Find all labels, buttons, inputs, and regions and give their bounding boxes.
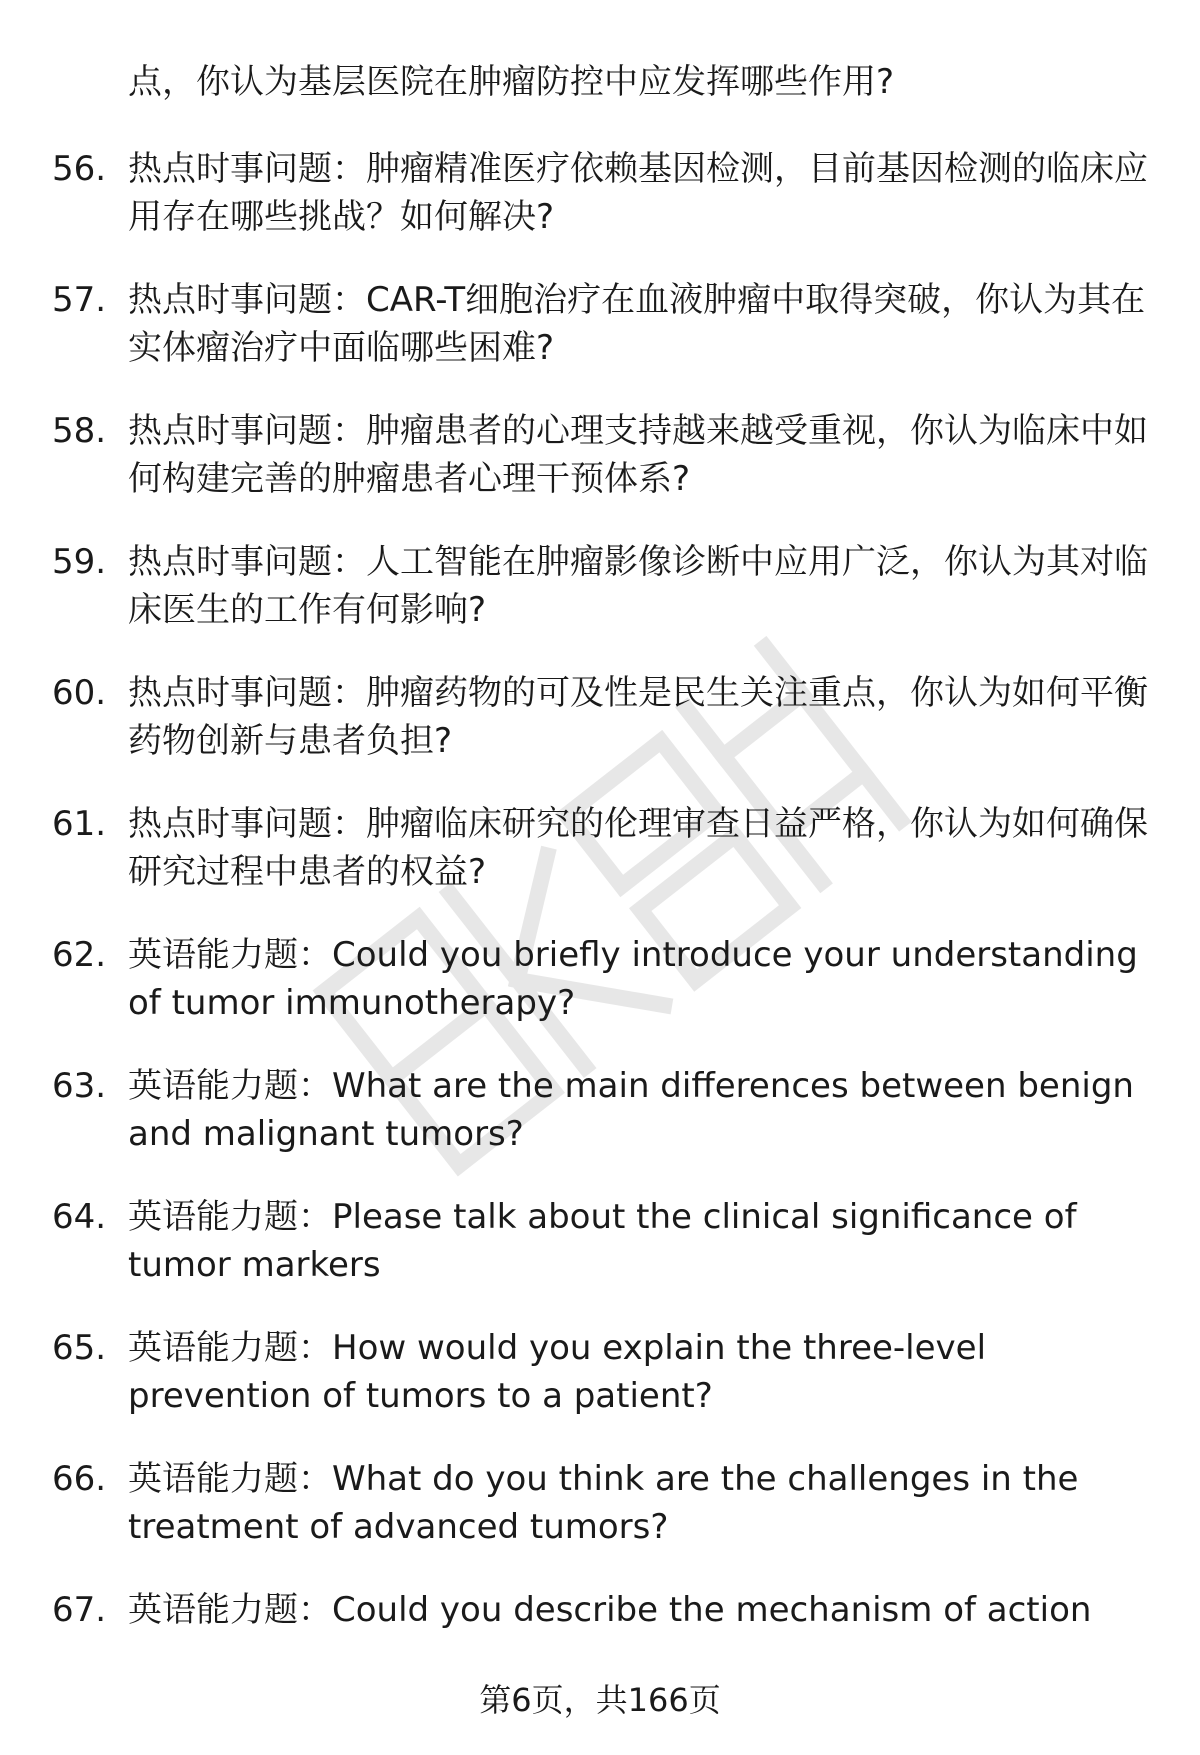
question-category: 热点时事问题： [128,804,366,844]
question-number: 56. [52,149,107,189]
question-item [0,1586,1200,1634]
question-text [128,276,1160,372]
question-list [0,145,1200,1634]
question-item [0,538,1200,634]
question-body: CAR-T细胞治疗在血液肿瘤中取得突破，你认为其在实体瘤治疗中面临哪些困难? [128,280,1146,368]
question-body: How would you explain the three-level prevention of tumors to a patient? [128,1328,987,1416]
question-body: Could you describe the mechanism of action [332,1590,1092,1630]
question-item [0,669,1200,765]
page-footer: 第6页，共166页 [479,1681,721,1719]
question-body: What are the main differences between benign and malignant tumors? [128,1066,1134,1154]
question-category: 热点时事问题： [128,280,366,320]
question-item [0,145,1200,241]
question-body: 肿瘤药物的可及性是民生关注重点，你认为如何平衡药物创新与患者负担? [128,673,1148,761]
question-number: 67. [52,1590,107,1630]
question-body: 肿瘤精准医疗依赖基因检测，目前基因检测的临床应用存在哪些挑战？如何解决? [128,149,1148,237]
question-item [0,276,1200,372]
question-number: 63. [52,1066,107,1106]
question-text [128,669,1160,765]
question-item [0,1324,1200,1420]
question-category: 热点时事问题： [128,542,366,582]
question-text [128,800,1160,896]
question-text [128,1455,1160,1551]
question-body: What do you think are the challenges in the treatment of advanced tumors? [128,1459,1079,1547]
question-number: 62. [52,935,107,975]
question-text [128,1062,1160,1158]
question-number: 59. [52,542,107,582]
question-number: 57. [52,280,107,320]
question-number: 66. [52,1459,107,1499]
question-item [0,800,1200,896]
question-body: Could you briefly introduce your understanding of tumor immunotherapy? [128,935,1138,1023]
question-text [128,538,1160,634]
question-category: 英语能力题： [128,1066,332,1106]
question-body: 人工智能在肿瘤影像诊断中应用广泛，你认为其对临床医生的工作有何影响? [128,542,1148,630]
continuation-text: 点，你认为基层医院在肿瘤防控中应发挥哪些作用? [128,62,895,102]
question-number: 60. [52,673,107,713]
question-number: 61. [52,804,107,844]
question-category: 英语能力题： [128,1459,332,1499]
question-item [0,1062,1200,1158]
question-text [128,145,1160,241]
question-category: 热点时事问题： [128,411,366,451]
question-text [128,1324,1160,1420]
question-number: 58. [52,411,107,451]
question-item [0,931,1200,1027]
question-text [128,407,1160,503]
question-text [128,1193,1160,1289]
question-number: 65. [52,1328,107,1368]
question-body: 肿瘤临床研究的伦理审查日益严格，你认为如何确保研究过程中患者的权益? [128,804,1148,892]
question-category: 英语能力题： [128,935,332,975]
question-body: Please talk about the clinical significance of tumor markers [128,1197,1077,1285]
question-item [0,1455,1200,1551]
question-category: 英语能力题： [128,1328,332,1368]
question-category: 英语能力题： [128,1590,332,1630]
question-body: 肿瘤患者的心理支持越来越受重视，你认为临床中如何构建完善的肿瘤患者心理干预体系? [128,411,1148,499]
question-text [128,1586,1160,1634]
question-category: 热点时事问题： [128,149,366,189]
question-category: 英语能力题： [128,1197,332,1237]
question-item [0,1193,1200,1289]
question-item [0,407,1200,503]
question-number: 64. [52,1197,107,1237]
question-text [128,931,1160,1027]
question-category: 热点时事问题： [128,673,366,713]
